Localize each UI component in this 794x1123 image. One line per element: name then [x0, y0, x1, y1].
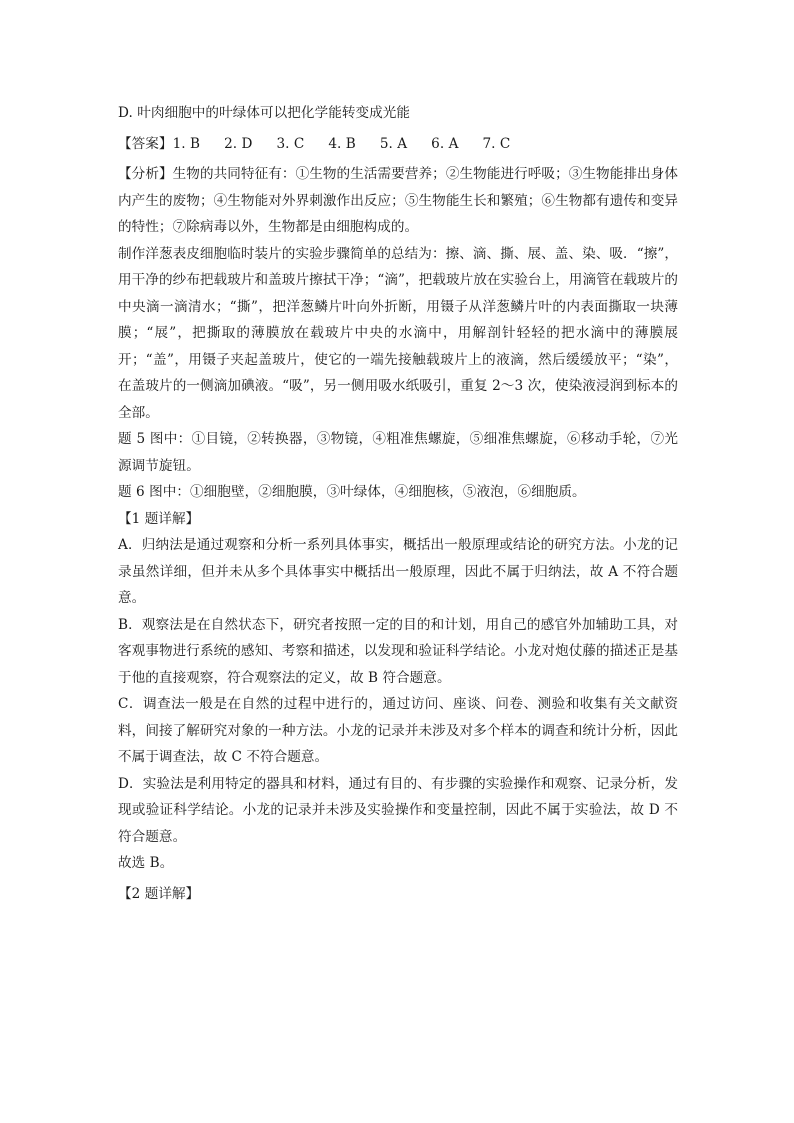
q2-heading: 【2 题详解】 [118, 885, 200, 902]
answer-item: 2. D [224, 135, 253, 152]
document-page [118, 100, 678, 907]
answer-label: 【答案】 [118, 135, 173, 152]
q1-option-d: D．实验法是利用特定的器具和材料，通过有目的、有步骤的实验操作和观察、记录分析，发现或验证科学结论。小龙的记录并未涉及实验操作和变量控制，因此不属于实验法，故 D 不符合题意。 [118, 775, 678, 845]
q1-option-c: C．调查法一般是在自然的过程中进行的，通过访问、座谈、问卷、测验和收集有关文献资料，间接了解研究对象的一种方法。小龙的记录并未涉及对多个样本的调查和统计分析，因此不属于调查法，故 C 不符合题意。 [118, 696, 678, 765]
q1-heading: 【1 题详解】 [118, 510, 200, 527]
q1-option-a: A．归纳法是通过观察和分析一系列具体事实，概括出一般原理或结论的研究方法。小龙的记录虽然详细，但并未从多个具体事实中概括出一般原理，因此不属于归纳法，故 A 不符合题意。 [118, 537, 678, 606]
answer-item: 1. B [172, 135, 201, 152]
option-d-line: D. 叶肉细胞中的叶绿体可以把化学能转变成光能 [118, 105, 411, 121]
answer-item: 4. B [328, 135, 356, 152]
answer-item: 5. A [379, 135, 408, 152]
answer-item: 6. A [431, 135, 459, 152]
q1-conclusion: 故选 B。 [118, 855, 174, 871]
q1-option-b: B．观察法是在自然状态下，研究者按照一定的目的和计划，用自己的感官外加辅助工具，对客观事物进行系统的感知、考察和描述，以发现和验证科学结论。小龙对炮仗藤的描述正是基于他的直接观察，符合观察法的定义，故 B 符合题意。 [118, 616, 678, 686]
figure-6-labels: 题 6 图中：①细胞壁，②细胞膜，③叶绿体，④细胞核，⑤液泡，⑥细胞质。 [118, 484, 586, 500]
analysis-paragraph: 【分析】生物的共同特征有：①生物的生活需要营养；②生物能进行呼吸；③生物能排出身体内产生的废物；④生物能对外界刺激作出反应；⑤生物能生长和繁殖；⑥生物都有遗传和变异的特性；⑦除病毒以外，生物都是由细胞构成的。 [118, 166, 678, 235]
answer-line [118, 131, 678, 158]
procedure-paragraph: 制作洋葱表皮细胞临时装片的实验步骤简单的总结为：擦、滴、撕、展、盖、染、吸．“擦”，用干净的纱布把载玻片和盖玻片擦拭干净；“滴”，把载玻片放在实验台上，用滴管在载玻片的中央滴一滴清水；“撕”，把洋葱鳞片叶向外折断，用镊子从洋葱鳞片叶的内表面撕取一块薄膜；“展”，把撕取的薄膜放在载玻片中央的水滴中，用解剖针轻轻的把水滴中的薄膜展开；“盖”，用镊子夹起盖玻片，使它的一端先接触载玻片上的液滴，然后缓缓放平；“染”，在盖玻片的一侧滴加碘液。“吸”，另一侧用吸水纸吸引，重复 2～3 次，使染液浸润到标本的全部。 [118, 245, 678, 421]
answer-item: 3. C [276, 135, 305, 152]
figure-5-labels: 题 5 图中：①目镜，②转换器，③物镜，④粗准焦螺旋，⑤细准焦螺旋，⑥移动手轮，⑦光源调节旋钮。 [118, 431, 678, 474]
answer-item: 7. C [482, 135, 511, 152]
